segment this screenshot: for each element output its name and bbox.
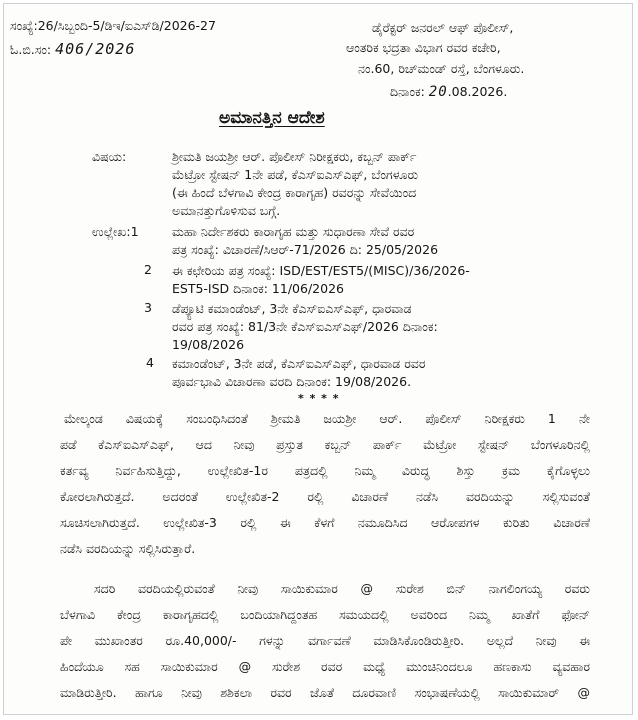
paragraph-line: ಪಡೆ ಕೆಎಸ್‌ಐಎಸ್‌ಎಫ್, ಆದ ನೀವು ಪ್ರಸ್ತುತ ಕಬ್ಬನ್ ಪಾರ್ಕ್ ಮೆಟ್ರೋ ಸ್ಟೇಷನ್ ಬೆಂಗಳೂರಿನಲ್ಲಿ bbox=[60, 437, 590, 452]
subject-line: ಶ್ರೀಮತಿ ಜಯಶ್ರೀ ಆರ್. ಪೊಲೀಸ್ ನಿರೀಕ್ಷಕರು, ಕಬ್ಬನ್ ಪಾರ್ಕ್ bbox=[172, 149, 417, 164]
paragraph-line: ಸೂಚಿಸಲಾಗಿರುತ್ತದೆ. ಉಲ್ಲೇಖಿತ-3 ರಲ್ಲಿ ಈ ಕೆಳಗೆ ನಮೂದಿಸಿದ ಆರೋಪಗಳ ಕುರಿತು ವಿಚಾರಣೆ bbox=[60, 515, 590, 530]
reference-item-4 bbox=[172, 355, 425, 391]
reference-number-2: 2 bbox=[144, 262, 152, 277]
reference-item-2 bbox=[172, 262, 470, 298]
reference-item-1 bbox=[172, 223, 438, 259]
document-page bbox=[3, 3, 633, 715]
subject-label: ವಿಷಯ: bbox=[92, 149, 127, 164]
reference-line: ಡೆಪ್ಯೂಟಿ ಕಮಾಂಡೆಂಟ್, 3ನೇ ಕೆಎಸ್‌ಐಎಸ್‌ಎಫ್, ಧಾರವಾಡ bbox=[172, 301, 412, 316]
body-paragraph-1 bbox=[60, 406, 590, 562]
paragraph-line: ಪೇ ಮುಖಾಂತರ ರೂ.40,000/- ಗಳನ್ನು ವರ್ಗಾವಣೆ ಮಾಡಿಸಿಕೊಂಡಿರುತ್ತೀರಿ. ಅಲ್ಲದೆ ನೀವು ಈ bbox=[60, 633, 590, 648]
paragraph-line: ಬೆಳಗಾವಿ ಕೇಂದ್ರ ಕಾರಾಗೃಹದಲ್ಲಿ ಬಂದಿಯಾಗಿದ್ದಂತಹ ಸಮಯದಲ್ಲಿ ಅವರಿಂದ ನಿಮ್ಮ ಖಾತೆಗೆ ಫೋನ್ bbox=[60, 607, 590, 622]
reference-line: ಪತ್ರ ಸಂಖ್ಯೆ: ವಿಚಾರಣೆ/ಸಿಆರ್-71/2026 ದಿ: 25/05/2026 bbox=[172, 242, 439, 257]
date-day-handwritten: 20 bbox=[428, 84, 448, 100]
body-paragraph-2 bbox=[60, 576, 590, 706]
paragraph-line: ಮಾಡಿರುತ್ತೀರಿ. ಹಾಗೂ ನೀವು ಶಶಿಕಲಾ ರವರ ಜೊತೆ ದೂರವಾಣಿ ಸಂಭಾಷಣೆಯಲ್ಲಿ ಸಾಯಿಕುಮಾರ್ @ bbox=[60, 685, 590, 700]
ob-number-label: ಓ.ಬಿ.ಸಂ: bbox=[10, 42, 52, 57]
paragraph-line: ಹಿಂದೆಯೂ ಸಹ ಸಾಯಿಕುಮಾರ @ ಸುರೇಶ ರವರ ಮಧ್ಯೆ ಮುಂಚಿನಿಂದಲೂ ಹಣಕಾಸು ವ್ಯವಹಾರ bbox=[60, 659, 590, 674]
reference-line: EST5-ISD ದಿನಾಂಕ: 11/06/2026 bbox=[172, 281, 344, 296]
section-separator: * * * * bbox=[298, 392, 340, 405]
reference-line: ಈ ಕಛೇರಿಯ ಪತ್ರ ಸಂಖ್ಯೆ: ISD/EST/EST5/(MISC)/36/2026- bbox=[172, 263, 470, 278]
reference-item-3 bbox=[172, 300, 438, 354]
reference-line: ರವರ ಪತ್ರ ಸಂಖ್ಯೆ: 81/3ನೇ ಕೆಎಸ್‌ಐಎಸ್‌ಎಫ್/2026 ದಿನಾಂಕ: bbox=[172, 319, 438, 334]
reference-number-line: ಸಂಖ್ಯೆ:26/ಸಿಬ್ಬಂದಿ-5/ಡಿಇ/ಐಎಸ್‌ಡಿ/2026-27 bbox=[10, 18, 216, 33]
ob-number-handwritten: 406/2026 bbox=[55, 40, 136, 58]
subject-line: ಮೆಟ್ರೋ ಸ್ಟೇಷನ್ 1ನೇ ಪಡೆ, ಕೆಎಸ್ಐಎಸ್‌ಎಫ್, ಬೆಂಗಳೂರು bbox=[172, 167, 419, 182]
order-date bbox=[390, 84, 507, 100]
reference-line: ಕಮಾಂಡೆಂಟ್, 3ನೇ ಪಡೆ, ಕೆಎಸ್ಐಎಸ್‌ಎಫ್, ಧಾರವಾಡ ರವರ bbox=[172, 356, 426, 371]
order-title: ಅಮಾನತ್ತಿನ ಆದೇಶ bbox=[219, 108, 325, 128]
date-month-year: .08.2026. bbox=[447, 84, 508, 99]
office-title: ಡೈರೆಕ್ಟರ್ ಜನರಲ್ ಆಫ್ ಪೊಲೀಸ್, bbox=[372, 20, 514, 35]
paragraph-line: ನಡೆಸಿ ವರದಿಯನ್ನು ಸಲ್ಲಿಸಿರುತ್ತಾರೆ. bbox=[60, 541, 196, 556]
reference-line: ಪೂರ್ವಭಾವಿ ವಿಚಾರಣಾ ವರದಿ ದಿನಾಂಕ: 19/08/2026. bbox=[172, 374, 412, 389]
subject-text bbox=[172, 148, 602, 220]
references-label: ಉಲ್ಲೇಖ:1 bbox=[92, 224, 139, 239]
reference-line: 19/08/2026 bbox=[172, 337, 245, 352]
reference-line: ಮಹಾ ನಿರ್ದೇಶಕರು ಕಾರಾಗೃಹ ಮತ್ತು ಸುಧಾರಣಾ ಸೇವೆ ರವರ bbox=[172, 224, 415, 239]
paragraph-line: ಮೇಲ್ಕಂಡ ವಿಷಯಕ್ಕೆ ಸಂಬಂಧಿಸಿದಂತೆ ಶ್ರೀಮತಿ ಜಯಶ್ರೀ ಆರ್. ಪೊಲೀಸ್ ನಿರೀಕ್ಷಕರು 1 ನೇ bbox=[64, 411, 590, 426]
office-address: ನಂ.60, ರಿಚ್‌ಮಂಡ್ ರಸ್ತೆ, ಬೆಂಗಳೂರು. bbox=[358, 61, 525, 76]
date-label: ದಿನಾಂಕ: bbox=[390, 84, 425, 99]
office-department: ಆಂತರಿಕ ಭದ್ರತಾ ವಿಭಾಗ ರವರ ಕಚೇರಿ, bbox=[346, 40, 501, 55]
reference-number-3: 3 bbox=[144, 300, 152, 315]
paragraph-line: ಕೋರಲಾಗಿರುತ್ತದೆ. ಅದರಂತೆ ಉಲ್ಲೇಖಿತ-2 ರಲ್ಲಿ ವಿಚಾರಣೆ ನಡೆಸಿ ವರದಿಯನ್ನು ಸಲ್ಲಿಸುವಂತೆ bbox=[60, 489, 590, 504]
subject-line: ಅಮಾನತ್ತುಗೊಳಿಸುವ ಬಗ್ಗೆ. bbox=[172, 203, 281, 218]
reference-number-4: 4 bbox=[146, 355, 154, 370]
paragraph-line: ಕರ್ತವ್ಯ ನಿರ್ವಹಿಸುತ್ತಿದ್ದು, ಉಲ್ಲೇಖಿತ-1ರ ಪತ್ರದಲ್ಲಿ ನಿಮ್ಮ ವಿರುದ್ಧ ಶಿಸ್ತು ಕ್ರಮ ಕೈಗೊಳ್ಳಲು bbox=[60, 463, 590, 478]
paragraph-line: ಸದರಿ ವರದಿಯಲ್ಲಿರುವಂತೆ ನೀವು ಸಾಯಿಕುಮಾರ @ ಸುರೇಶ ಬಿನ್ ನಾಗಲಿಂಗಯ್ಯ ರವರು bbox=[94, 581, 590, 596]
subject-line: (ಈ ಹಿಂದೆ ಬೆಳಗಾವಿ ಕೇಂದ್ರ ಕಾರಾಗೃಹ) ರವರನ್ನು ಸೇವೆಯಿಂದ bbox=[172, 185, 417, 200]
ob-number-line bbox=[10, 40, 135, 58]
